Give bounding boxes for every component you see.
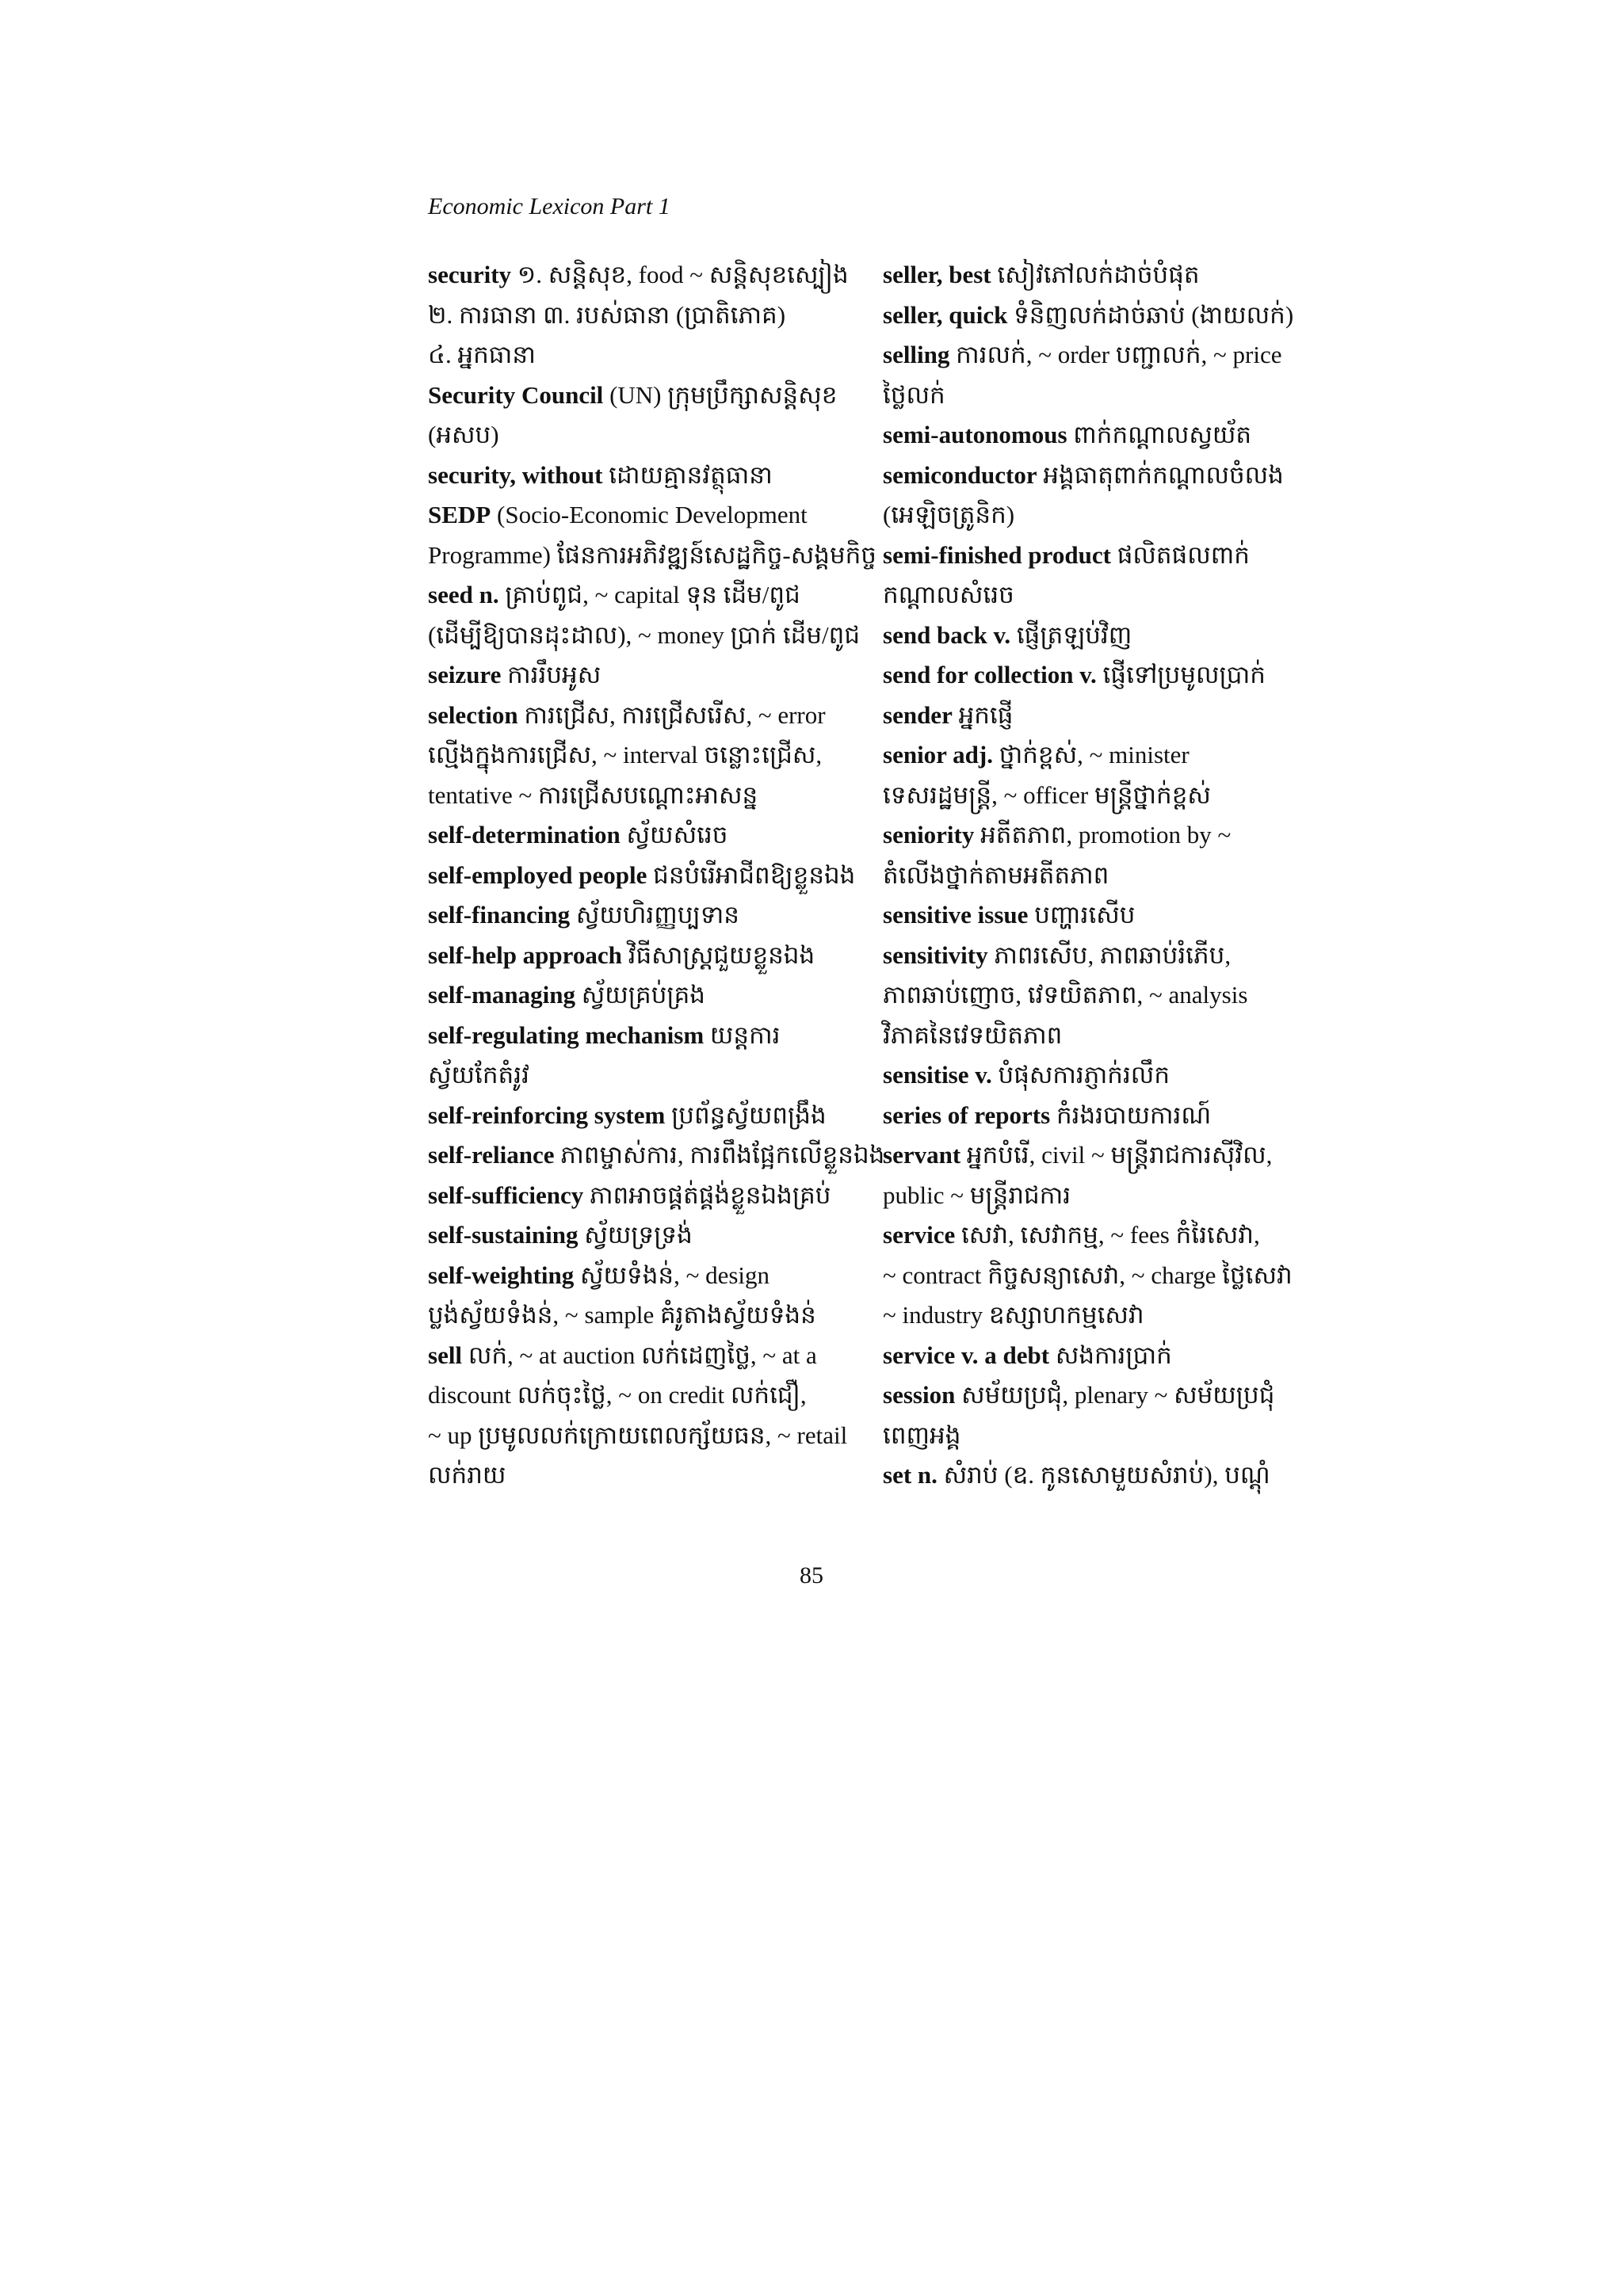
dictionary-line <box>428 975 848 1016</box>
dictionary-line <box>883 936 1303 976</box>
definition-text: ជនបំរើអាជីពឱ្យខ្លួនឯង <box>647 860 856 889</box>
headword: security, without <box>428 460 603 489</box>
dictionary-line <box>428 1256 848 1296</box>
definition-text: ៤. អ្នកធានា <box>428 341 536 368</box>
dictionary-line <box>428 895 848 936</box>
dictionary-line <box>428 936 848 976</box>
headword: self-weighting <box>428 1261 575 1289</box>
dictionary-line <box>428 616 860 656</box>
headword: self-employed people <box>428 860 647 889</box>
headword: seizure <box>428 661 502 688</box>
headword: self-determination <box>428 821 621 849</box>
definition-text: អ្នកបំរើ, civil ~ មន្ត្រីរាជការស៊ីវិល, <box>960 1141 1273 1169</box>
dictionary-line <box>883 616 1303 656</box>
definition-text: ពេញអង្គ <box>883 1421 961 1449</box>
definition-text: ប្លង់ស្វ័យទំងន់, ~ sample គំរូតាងស្វ័យទំងន់ <box>428 1301 816 1329</box>
dictionary-line <box>883 415 1303 456</box>
definition-text: ស្វ័យសំរេច <box>620 821 728 849</box>
dictionary-line <box>883 495 1303 536</box>
definition-text: វិភាគនៃវេទយិតភាព <box>883 1020 1063 1049</box>
definition-text: អង្គធាតុពាក់កណ្ដាលចំលង <box>1037 460 1284 489</box>
definition-text: public ~ មន្ត្រីរាជការ <box>883 1180 1071 1209</box>
dictionary-line <box>883 655 1303 696</box>
definition-text: ១. សន្តិសុខ, food ~ សន្តិសុខស្បៀង <box>511 261 849 288</box>
headword: selling <box>883 341 950 368</box>
headword: sensitise v. <box>883 1061 992 1089</box>
right-column <box>883 255 1303 1496</box>
headword: seed n. <box>428 581 499 608</box>
dictionary-line <box>428 1375 848 1416</box>
dictionary-line <box>883 335 1303 376</box>
definition-text: ផ្ញើទៅប្រមូលប្រាក់ <box>1096 661 1266 688</box>
headword: self-sustaining <box>428 1221 579 1249</box>
definition-text: អ្នកផ្ញើ <box>952 700 1014 729</box>
definition-text: ភាពអាចផ្គត់ផ្គង់ខ្លួនឯងគ្រប់ <box>583 1180 831 1209</box>
headword: series of reports <box>883 1100 1051 1129</box>
dictionary-line <box>428 735 848 776</box>
headword: servant <box>883 1141 961 1169</box>
page-number: 85 <box>800 1562 823 1589</box>
dictionary-line <box>428 376 848 416</box>
headword: service <box>883 1221 956 1249</box>
definition-text: យន្តការ <box>704 1020 781 1049</box>
definition-text: សៀវភៅលក់ដាច់បំផុត <box>991 261 1200 288</box>
dictionary-line <box>428 1176 848 1216</box>
dictionary-line <box>883 1176 1303 1216</box>
dictionary-line <box>428 1295 848 1336</box>
dictionary-line <box>428 335 848 376</box>
definition-text: ការរឹបអូស <box>501 661 601 688</box>
left-column <box>428 255 885 1496</box>
definition-text: អតីតភាព, promotion by ~ <box>974 821 1232 849</box>
headword: send back v. <box>883 620 1011 649</box>
dictionary-line <box>428 536 876 576</box>
dictionary-line <box>428 1135 885 1176</box>
definition-text: ផ្ញើត្រឡប់វិញ <box>1010 620 1132 649</box>
headword: senior adj. <box>883 741 993 769</box>
dictionary-line <box>883 1336 1303 1376</box>
dictionary-line <box>883 776 1303 816</box>
definition-text: Programme) ផែនការអភិវឌ្ឍន៍សេដ្ឋកិច្ច-សង្គមកិច្ច <box>428 540 876 569</box>
definition-text: ស្វ័យគ្រប់គ្រង <box>575 981 705 1009</box>
dictionary-line <box>428 456 848 496</box>
dictionary-line <box>428 1016 848 1056</box>
dictionary-line <box>428 696 848 736</box>
definition-text: កណ្ដាលសំរេច <box>883 581 1014 608</box>
headword: send for collection v. <box>883 661 1097 688</box>
dictionary-line <box>883 1055 1303 1096</box>
definition-text: (អសប) <box>428 421 499 448</box>
running-header: Economic Lexicon Part 1 <box>428 193 670 219</box>
definition-text: ថ្លៃលក់ <box>883 380 945 409</box>
definition-text: វិធីសាស្ត្រជួយខ្លួនឯង <box>621 940 815 969</box>
headword: sensitivity <box>883 940 988 969</box>
definition-text: ដោយគ្មានវត្ថុធានា <box>602 460 773 489</box>
dictionary-line <box>883 456 1303 496</box>
definition-text: ការលក់, ~ order បញ្ជាលក់, ~ price <box>949 341 1282 368</box>
headword: semi-finished product <box>883 540 1111 569</box>
headword: self-regulating mechanism <box>428 1020 705 1049</box>
dictionary-line <box>883 1455 1303 1496</box>
headword: sell <box>428 1341 463 1369</box>
dictionary-line <box>428 1055 848 1096</box>
definition-text: ភាពរសើប, ភាពឆាប់រំភើប, <box>987 940 1232 969</box>
definition-text: ការជ្រើស, ការជ្រើសរើស, ~ error <box>517 700 826 729</box>
dictionary-line <box>428 1096 848 1136</box>
definition-text: ផលិតផលពាក់ <box>1110 540 1250 569</box>
dictionary-line <box>883 1256 1303 1296</box>
dictionary-line <box>428 655 848 696</box>
dictionary-line <box>428 255 848 296</box>
dictionary-line <box>428 575 848 616</box>
dictionary-line <box>883 735 1303 776</box>
headword: sender <box>883 700 953 729</box>
dictionary-line <box>883 255 1303 296</box>
definition-text: ភាពឆាប់ញោច, វេទយិតភាព, ~ analysis <box>883 981 1248 1009</box>
dictionary-line <box>883 856 1303 896</box>
definition-text: ភាពម្ចាស់ការ, ការពឹងផ្អែកលើខ្លួនឯង <box>554 1141 885 1169</box>
dictionary-line <box>883 815 1303 856</box>
dictionary-line <box>883 1096 1303 1136</box>
headword: self-reinforcing system <box>428 1100 666 1129</box>
dictionary-line <box>883 575 1303 616</box>
definition-text: ពាក់កណ្ដាលស្វយ័ត <box>1067 421 1252 448</box>
definition-text: លក់, ~ at auction លក់ដេញថ្លៃ, ~ at a <box>462 1341 817 1369</box>
dictionary-line <box>883 975 1303 1016</box>
headword: selection <box>428 700 518 729</box>
definition-text: ល្មើងក្នុងការជ្រើស, ~ interval ចន្លោះជ្រើស, <box>428 741 823 769</box>
dictionary-line <box>883 536 1303 576</box>
dictionary-line <box>883 1375 1303 1416</box>
dictionary-line <box>883 1016 1303 1056</box>
dictionary-line <box>883 1295 1303 1336</box>
definition-text: ទំនិញលក់ដាច់ឆាប់ (ងាយលក់) <box>1007 300 1294 329</box>
dictionary-line <box>428 1336 848 1376</box>
headword: SEDP <box>428 501 491 528</box>
headword: self-managing <box>428 981 575 1009</box>
dictionary-line <box>428 415 848 456</box>
headword: semiconductor <box>883 460 1037 489</box>
dictionary-line <box>883 696 1303 736</box>
headword: seniority <box>883 821 975 849</box>
headword: service v. a debt <box>883 1341 1050 1369</box>
definition-text: (Socio-Economic Development <box>491 501 808 528</box>
definition-text: ទេសរដ្ឋមន្ត្រី, ~ officer មន្ត្រីថ្នាក់ខ្ពស់ <box>883 780 1211 809</box>
definition-text: (UN) ក្រុមប្រឹក្សាសន្តិសុខ <box>603 380 838 409</box>
definition-text: សងការប្រាក់ <box>1049 1341 1172 1369</box>
definition-text: ~ up ប្រមូលលក់ក្រោយពេលក្ស័យធន, ~ retail <box>428 1421 848 1449</box>
dictionary-line <box>428 856 856 896</box>
definition-text: សំរាប់ (ឧ. កូនសោមួយសំរាប់), បណ្ដុំ <box>937 1461 1270 1489</box>
dictionary-line <box>428 1416 848 1456</box>
headword: self-help approach <box>428 940 622 969</box>
dictionary-line <box>428 495 848 536</box>
dictionary-line <box>428 1455 848 1496</box>
definition-text: discount លក់ចុះថ្លៃ, ~ on credit លក់ជឿ, <box>428 1381 807 1409</box>
definition-text: បញ្ហារសើប <box>1028 901 1136 929</box>
definition-text: (អេឡិចត្រូនិក) <box>883 501 1015 528</box>
headword: set n. <box>883 1461 938 1489</box>
definition-text: តំលើងថ្នាក់តាមអតីតភាព <box>883 860 1109 889</box>
dictionary-line <box>428 1215 848 1256</box>
definition-text: ស្វ័យកែតំរូវ <box>428 1061 529 1089</box>
definition-text: ស្វ័យទ្រទ្រង់ <box>578 1221 693 1249</box>
dictionary-line <box>428 815 848 856</box>
headword: self-reliance <box>428 1141 555 1169</box>
definition-text: គ្រាប់ពូជ, ~ capital ទុន ដើម/ពូជ <box>498 581 800 608</box>
headword: security <box>428 261 512 288</box>
definition-text: សេវា, សេវាកម្ម, ~ fees កំរៃសេវា, <box>955 1221 1260 1249</box>
dictionary-line <box>883 1215 1303 1256</box>
headword: Security Council <box>428 380 604 409</box>
definition-text: ស្វ័យហិរញ្ញប្បទាន <box>570 901 739 929</box>
dictionary-line <box>883 1416 1303 1456</box>
definition-text: បំផុសការភ្ញាក់រលឹក <box>991 1061 1170 1089</box>
definition-text: សម័យប្រជុំ, plenary ~ សម័យប្រជុំ <box>955 1381 1275 1409</box>
dictionary-line <box>883 1135 1303 1176</box>
dictionary-line <box>428 776 848 816</box>
dictionary-line <box>883 895 1303 936</box>
headword: self-sufficiency <box>428 1180 584 1209</box>
definition-text: (ដើម្បីឱ្យបានដុះដាល), ~ money ប្រាក់ ដើម/ពូជ <box>428 620 860 649</box>
headword: self-financing <box>428 901 571 929</box>
headword: session <box>883 1381 956 1409</box>
dictionary-line <box>428 296 848 336</box>
headword: sensitive issue <box>883 901 1029 929</box>
dictionary-line <box>883 296 1303 336</box>
definition-text: ~ contract កិច្ចសន្យាសេវា, ~ charge ថ្លៃសេវា <box>883 1261 1293 1289</box>
definition-text: ស្វ័យទំងន់, ~ design <box>574 1261 770 1289</box>
headword: seller, best <box>883 261 991 288</box>
definition-text: ២. ការធានា ៣. របស់ធានា (ប្រាតិភោគ) <box>428 300 786 329</box>
dictionary-line <box>883 376 1303 416</box>
definition-text: ~ industry ឧស្សាហកម្មសេវា <box>883 1301 1144 1329</box>
definition-text: ថ្នាក់ខ្ពស់, ~ minister <box>992 741 1190 769</box>
definition-text: កំរងរបាយការណ៍ <box>1050 1100 1212 1129</box>
headword: seller, quick <box>883 300 1008 329</box>
definition-text: ប្រព័ន្ធស្វ័យពង្រឹង <box>665 1100 827 1129</box>
definition-text: លក់រាយ <box>428 1461 506 1489</box>
headword: semi-autonomous <box>883 421 1067 448</box>
definition-text: tentative ~ ការជ្រើសបណ្ដោះអាសន្ន <box>428 780 758 809</box>
